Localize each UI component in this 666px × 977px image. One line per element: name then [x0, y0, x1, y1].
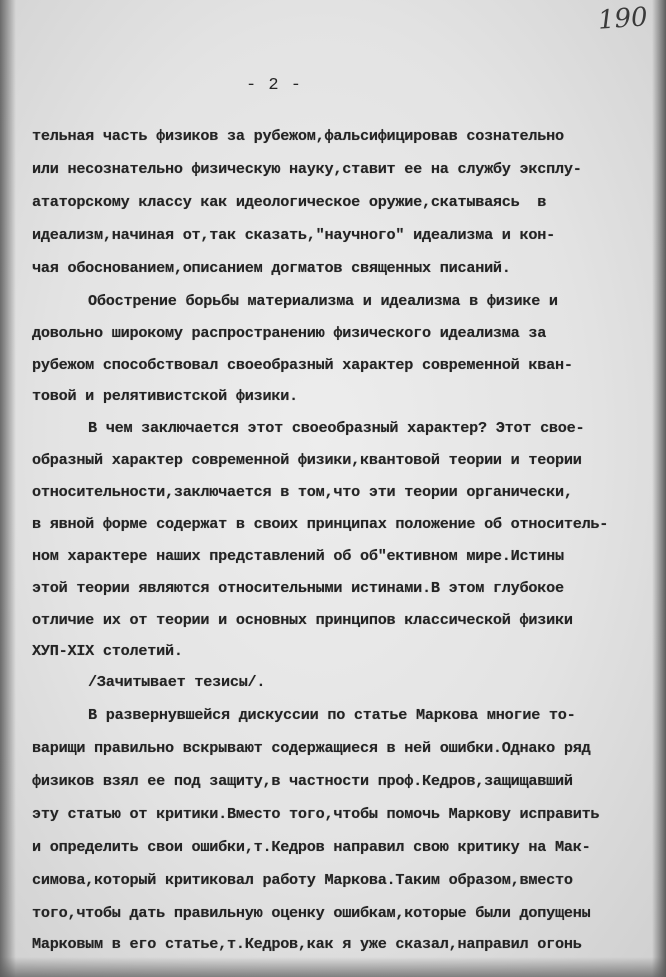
- text-line: Обострение борьбы материализма и идеализма в физике и: [88, 292, 558, 310]
- text-line: /Зачитывает тезисы/.: [88, 673, 266, 691]
- text-line: тельная часть физиков за рубежом,фальсифицировав сознательно: [32, 127, 564, 145]
- scan-left-edge-shadow: [0, 0, 16, 977]
- text-line: в явной форме содержат в своих принципах положение об относитель-: [32, 515, 609, 533]
- text-line: образный характер современной физики,квантовой теории и теории: [32, 451, 582, 469]
- text-line: варищи правильно вскрывают содержащиеся в ней ошибки.Однако ряд: [32, 739, 591, 757]
- scan-right-edge-shadow: [652, 0, 666, 977]
- text-line: ататорскому классу как идеологическое оружие,скатываясь в: [32, 193, 547, 211]
- text-line: товой и релятивистской физики.: [32, 387, 298, 405]
- text-line: или несознательно физическую науку,ставит ее на службу эксплу-: [32, 160, 582, 178]
- scan-bottom-edge-shadow: [0, 957, 666, 977]
- text-line: рубежом способствовал своеобразный характер современной кван-: [32, 356, 573, 374]
- text-line: В развернувшейся дискуссии по статье Маркова многие то-: [88, 706, 576, 724]
- page-number: - 2 -: [246, 76, 303, 95]
- text-line: ХУП-ХIХ столетий.: [32, 642, 183, 660]
- text-line: физиков взял ее под защиту,в частности проф.Кедров,защищавший: [32, 772, 573, 790]
- text-line: ном характере наших представлений об об"ективном мире.Истины: [32, 547, 564, 565]
- text-line: и определить свои ошибки,т.Кедров направил свою критику на Мак-: [32, 838, 591, 856]
- handwritten-archive-number: 190: [597, 2, 649, 36]
- text-line: симова,который критиковал работу Маркова.Таким образом,вместо: [32, 871, 573, 889]
- text-line: Марковым в его статье,т.Кедров,как я уже сказал,направил огонь: [32, 935, 582, 953]
- text-line: довольно широкому распространению физического идеализма за: [32, 324, 547, 342]
- text-line: того,чтобы дать правильную оценку ошибкам,которые были допущены: [32, 904, 591, 922]
- text-line: идеализм,начиная от,так сказать,"научного" идеализма и кон-: [32, 226, 555, 244]
- text-line: отличие их от теории и основных принципов классической физики: [32, 611, 573, 629]
- text-line: относительности,заключается в том,что эти теории органически,: [32, 483, 573, 501]
- text-line: чая обоснованием,описанием догматов священных писаний.: [32, 259, 511, 277]
- text-line: этой теории являются относительными истинами.В этом глубокое: [32, 579, 564, 597]
- text-line: эту статью от критики.Вместо того,чтобы помочь Маркову исправить: [32, 805, 600, 823]
- text-line: В чем заключается этот своеобразный характер? Этот свое-: [88, 419, 585, 437]
